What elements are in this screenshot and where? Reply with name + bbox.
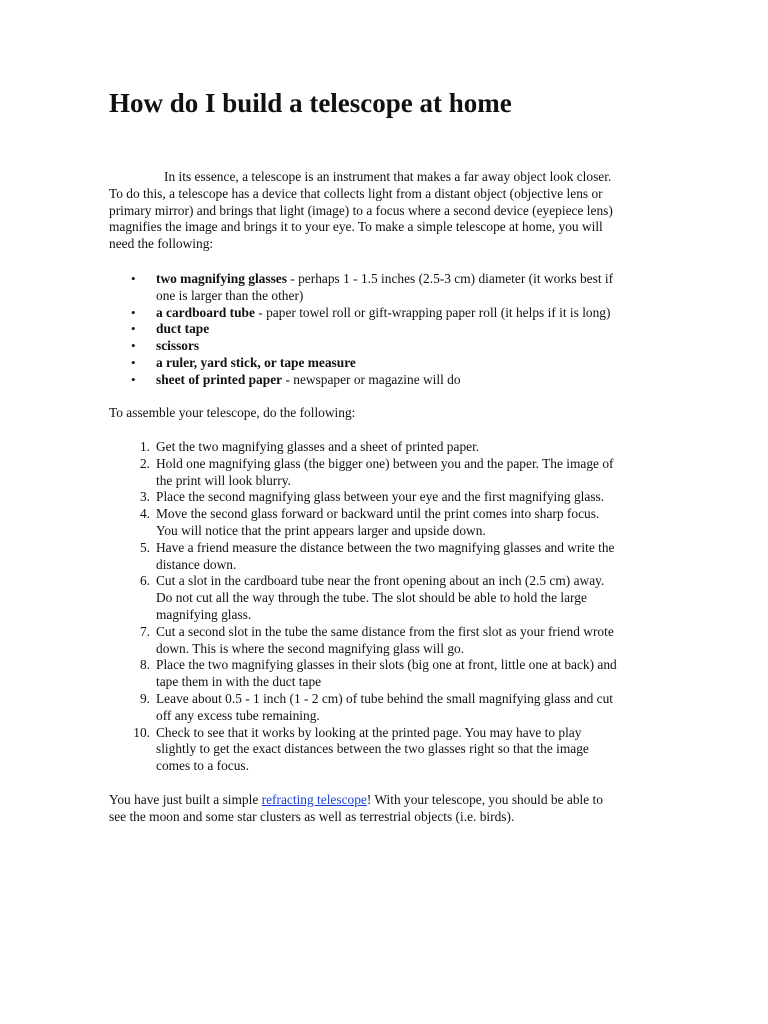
step-text: Place the two magnifying glasses in their slots (big one at front, little one at back) and [156,657,617,673]
list-item [109,691,699,725]
list-item [109,725,699,775]
step-text: Check to see that it works by looking at the printed page. You may have to play [156,724,582,740]
refracting-telescope-link[interactable]: refracting telescope [261,792,367,807]
list-item [109,657,699,691]
step-number: 10. [133,724,150,740]
step-text: tape them in with the duct tape [156,674,322,690]
list-item [109,355,699,372]
step-text: slightly to get the exact distances between the two glasses right so that the image [156,741,589,757]
material-desc: - paper towel roll or gift-wrapping paper roll (it helps if it is long) [254,304,611,320]
intro-line: need the following: [109,236,214,252]
intro-line: To do this, a telescope has a device that collects light from a distant object (objective lens or [109,185,603,201]
bullet-icon: • [131,338,136,354]
bullet-icon: • [131,304,136,320]
list-item [109,338,699,355]
step-number: 2. [139,455,150,471]
list-item [109,321,699,338]
material-name: scissors [156,338,200,354]
step-text: magnifying glass. [156,606,252,622]
list-item [109,271,699,305]
intro-line: In its essence, a telescope is an instrument that makes a far away object look closer. [164,169,612,184]
intro-paragraph [109,169,699,253]
list-item [109,439,699,456]
list-item [109,489,699,506]
bullet-icon: • [131,321,136,337]
steps-list [109,439,699,775]
list-item [109,305,699,322]
step-text: Have a friend measure the distance between the two magnifying glasses and write the [156,539,615,555]
step-number: 9. [139,690,150,706]
bullet-icon: • [131,371,136,387]
list-item [109,540,699,574]
material-desc: - newspaper or magazine will do [282,371,461,387]
step-number: 8. [139,657,150,673]
step-number: 5. [139,539,150,555]
material-name: duct tape [156,321,210,337]
step-text: down. This is where the second magnifying glass will go. [156,640,465,656]
step-text: the print will look blurry. [156,472,291,488]
step-number: 4. [139,506,150,522]
intro-line: primary mirror) and brings that light (image) to a focus where a second device (eyepiece lens) [109,202,613,218]
material-name: a cardboard tube [156,304,255,320]
step-text: off any excess tube remaining. [156,707,320,723]
step-number: 6. [139,573,150,589]
step-text: Leave about 0.5 - 1 inch (1 - 2 cm) of tube behind the small magnifying glass and cut [156,690,614,706]
list-item [109,573,699,623]
page-title: How do I build a telescope at home [109,88,512,118]
step-text: Cut a slot in the cardboard tube near the front opening about an inch (2.5 cm) away. [156,573,605,589]
bullet-icon: • [131,354,136,370]
list-item [109,624,699,658]
material-desc: one is larger than the other) [156,287,304,303]
bullet-icon: • [131,271,136,286]
step-text: Hold one magnifying glass (the bigger one) between you and the paper. The image of [156,455,614,471]
step-text: You will notice that the print appears larger and upside down. [156,522,486,538]
materials-list [109,271,699,389]
step-text: distance down. [156,556,237,572]
step-text: Cut a second slot in the tube the same distance from the first slot as your friend wrote [156,623,614,639]
step-text: Place the second magnifying glass between your eye and the first magnifying glass. [156,489,605,505]
step-number: 3. [139,489,150,505]
closing-paragraph: You have just built a simple refracting telescope! With your telescope, you should be able to see the moon and some star clusters as well as terrestrial objects (i.e. birds). [109,792,603,824]
assemble-intro: To assemble your telescope, do the following: [109,405,356,420]
step-text: Get the two magnifying glasses and a sheet of printed paper. [156,439,480,454]
list-item [109,372,699,389]
material-name: sheet of printed paper [156,371,283,387]
step-number: 1. [139,439,150,454]
list-item [109,456,699,490]
step-text: Do not cut all the way through the tube. The slot should be able to hold the large [156,590,587,606]
intro-line: magnifies the image and brings it to your eye. To make a simple telescope at home, you will [109,219,603,235]
step-text: comes to a focus. [156,758,249,774]
step-text: Move the second glass forward or backward until the print comes into sharp focus. [156,506,600,522]
material-desc: - perhaps 1 - 1.5 inches (2.5-3 cm) diameter (it works best if [286,271,614,286]
step-number: 7. [139,623,150,639]
list-item [109,506,699,540]
material-name: a ruler, yard stick, or tape measure [156,354,356,370]
material-name: two magnifying glasses [156,271,287,286]
